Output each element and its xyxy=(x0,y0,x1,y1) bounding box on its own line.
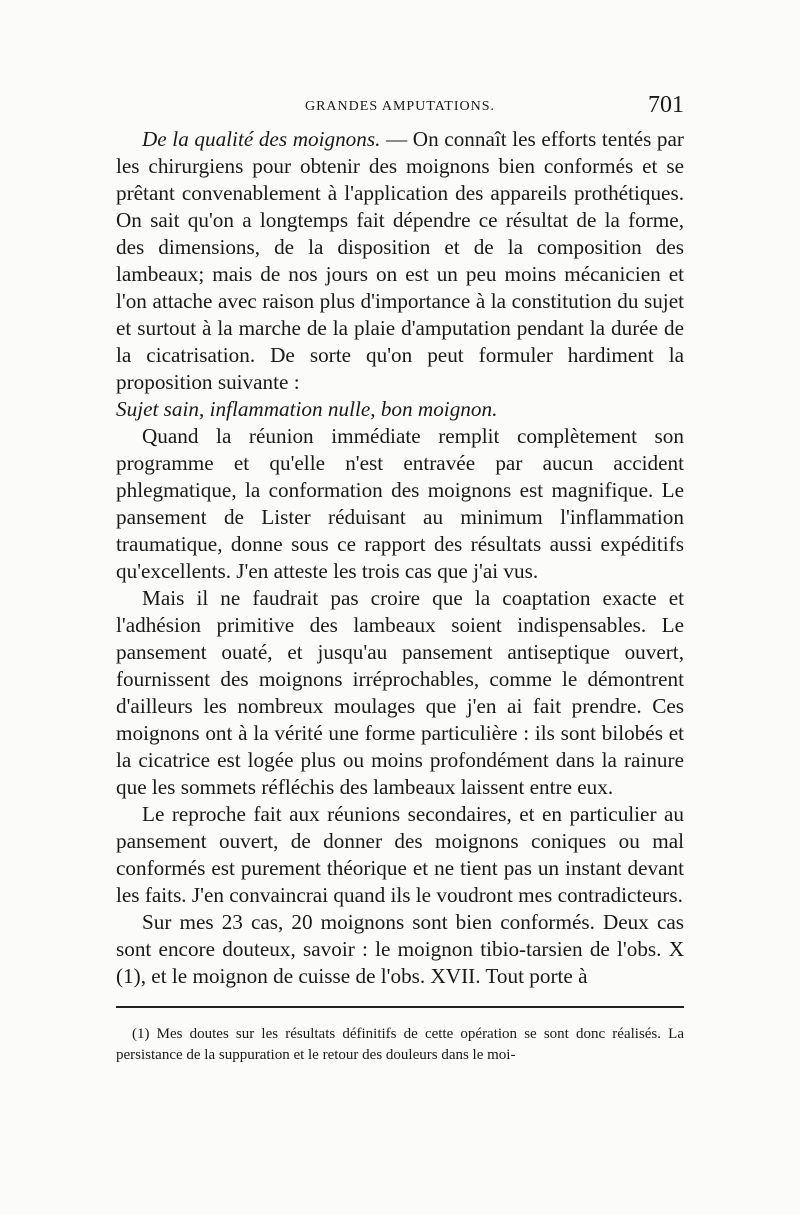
section-heading: De la qualité des moignons. xyxy=(142,127,381,151)
body-text xyxy=(116,126,684,990)
paragraph-text: — On connaît les efforts tentés par les chirurgiens pour obtenir des moignons bien conformés et se prêtant convenablement à l'application des appareils prothétiques. On sait qu'on a longtemps fait dépendre ce résultat de la forme, des dimensions, de la disposition et de la composition des lambeaux; mais de nos jours on est un peu moins mécanicien et l'on attache avec raison plus d'importance à la constitution du sujet et surtout à la marche de la plaie d'amputation pendant la durée de la cicatrisation. De sorte qu'on peut formuler hardiment la proposition suivante : xyxy=(116,127,684,394)
footnote-rule xyxy=(116,1006,684,1008)
footnote-text: (1) Mes doutes sur les résultats définitifs de cette opération se sont donc réalisés. La persistance de la suppuration et le retour des douleurs dans le moi- xyxy=(116,1026,684,1063)
paragraph-coaptation: Mais il ne faudrait pas croire que la coaptation exacte et l'adhésion primitive des lambeaux soient indispensables. Le pansement ouaté, et jusqu'au pansement antiseptique ouvert, fournissent des moignons irréprochables, comme le démontrent d'ailleurs les nombreux moulages que j'en ai fait prendre. Ces moignons ont à la vérité une forme particulière : ils sont bilobés et la cicatrice est logée plus ou moins profondément dans la rainure que les sommets réfléchis des lambeaux laissent entre eux. xyxy=(116,586,684,799)
paragraph-quality-of-stumps xyxy=(116,126,684,396)
page-number: 701 xyxy=(648,92,684,118)
running-title: GRANDES AMPUTATIONS. xyxy=(304,99,495,114)
paragraph-reproach: Le reproche fait aux réunions secondaires, et en particulier au pansement ouvert, de donner des moignons coniques ou mal conformés est purement théorique et ne tient pas un instant devant les faits. J'en convaincrai quand ils le voudront mes contradicteurs. xyxy=(116,802,684,907)
paragraph-immediate-union: Quand la réunion immédiate remplit complètement son programme et qu'elle n'est entravée par aucun accident phlegmatique, la conformation des moignons est magnifique. Le pansement de Lister réduisant au minimum l'inflammation traumatique, donne sous ce rapport des résultats aussi expéditifs qu'excellents. J'en atteste les trois cas que j'ai vus. xyxy=(116,424,684,583)
paragraph-cases: Sur mes 23 cas, 20 moignons sont bien conformés. Deux cas sont encore douteux, savoir : le moignon tibio-tarsien de l'obs. X (1), et le moignon de cuisse de l'obs. XVII. Tout porte à xyxy=(116,910,684,988)
maxim: Sujet sain, inflammation nulle, bon moignon. xyxy=(116,397,498,421)
book-page xyxy=(116,92,684,1066)
page-header xyxy=(116,92,684,126)
maxim-line xyxy=(116,396,684,423)
footnote xyxy=(116,1024,684,1066)
